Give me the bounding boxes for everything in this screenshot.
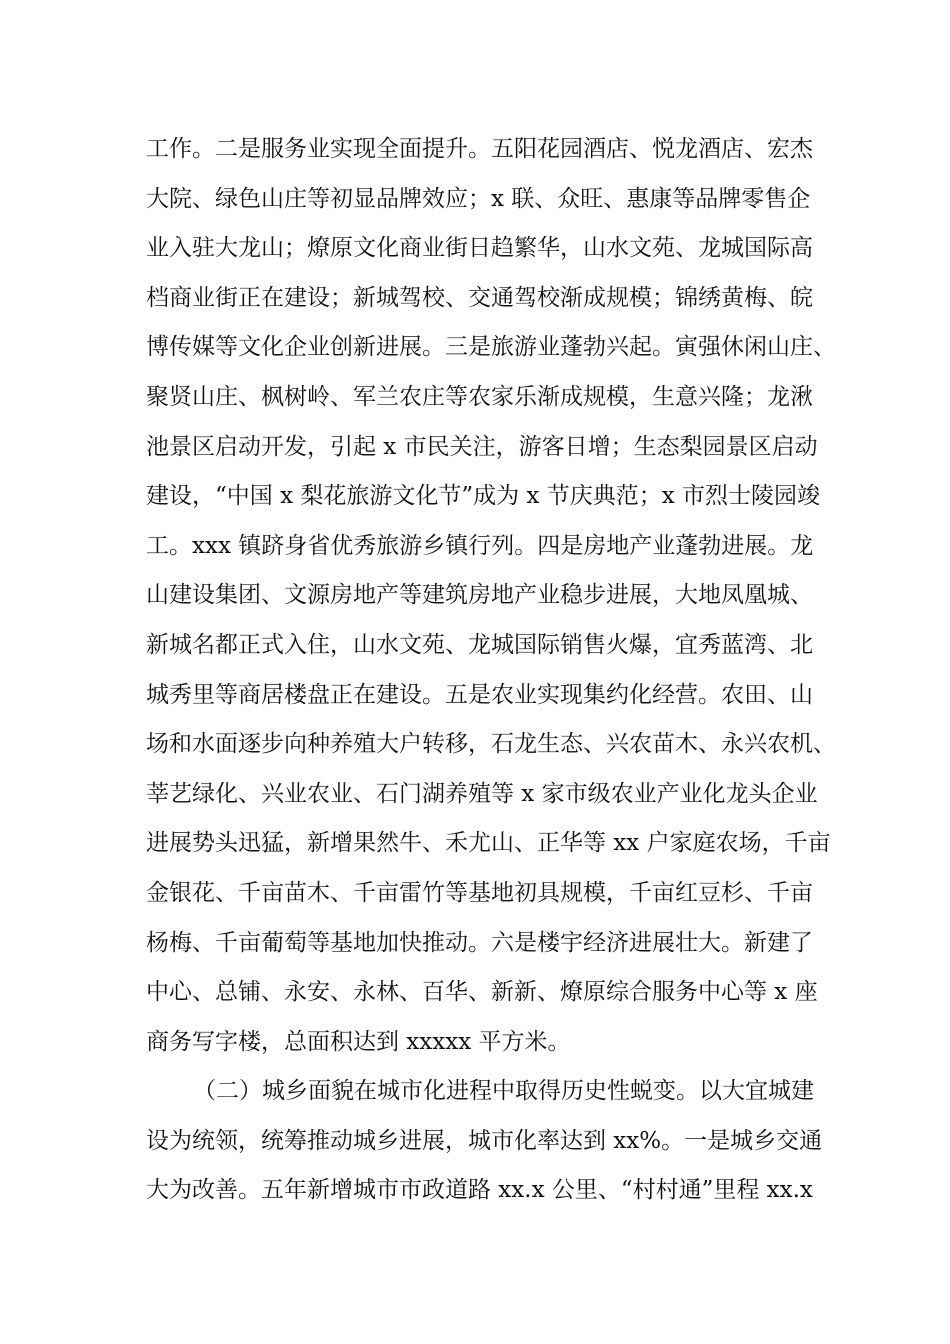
text-line: 中心、总铺、永安、永林、百华、新新、燎原综合服务中心等 x 座 bbox=[146, 979, 818, 1006]
text-line: 工。xxx 镇跻身省优秀旅游乡镇行列。四是房地产业蓬勃进展。龙 bbox=[146, 532, 814, 559]
text-line: 商务写字楼，总面积达到 xxxxx 平方米。 bbox=[146, 1028, 571, 1055]
text-line: 大为改善。五年新增城市市政道路 xx.x 公里、“村村通”里程 xx.x bbox=[146, 1177, 813, 1204]
text-line: 聚贤山庄、枫树岭、军兰农庄等农家乐渐成规模，生意兴隆；龙湫 bbox=[146, 383, 813, 410]
text-line: 进展势头迅猛，新增果然牛、禾尤山、正华等 xx 户家庭农场，千亩 bbox=[146, 830, 831, 857]
text-line: 杨梅、千亩葡萄等基地加快推动。六是楼宇经济进展壮大。新建了 bbox=[146, 929, 813, 956]
text-line: 博传媒等文化企业创新进展。三是旅游业蓬勃兴起。寅强休闲山庄、 bbox=[146, 334, 836, 361]
text-line: 新城名都正式入住，山水文苑、龙城国际销售火爆，宜秀蓝湾、北 bbox=[146, 631, 813, 658]
text-line: 池景区启动开发，引起 x 市民关注，游客日增；生态梨园景区启动 bbox=[146, 433, 818, 460]
text-line: 工作。二是服务业实现全面提升。五阳花园酒店、悦龙酒店、宏杰 bbox=[146, 136, 813, 162]
text-line: 设为统领，统筹推动城乡进展，城市化率达到 xx%。一是城乡交通 bbox=[146, 1127, 823, 1154]
text-line: 建设，“中国 x 梨花旅游文化节”成为 x 节庆典范；x 市烈士陵园竣 bbox=[146, 483, 820, 510]
text-line: 大院、绿色山庄等初显品牌效应；x 联、众旺、惠康等品牌零售企 bbox=[146, 185, 811, 212]
text-line: 档商业街正在建设；新城驾校、交通驾校渐成规模；锦绣黄梅、皖 bbox=[146, 284, 813, 311]
text-line: 山建设集团、文源房地产等建筑房地产业稳步进展，大地凤凰城、 bbox=[146, 582, 813, 609]
text-line: 城秀里等商居楼盘正在建设。五是农业实现集约化经营。农田、山 bbox=[146, 681, 813, 708]
text-line: 金银花、千亩苗木、千亩雷竹等基地初具规模，千亩红豆杉、千亩 bbox=[146, 879, 813, 906]
text-line: 业入驻大龙山；燎原文化商业街日趋繁华，山水文苑、龙城国际高 bbox=[146, 235, 813, 262]
text-line: 场和水面逐步向种养殖大户转移，石龙生态、兴农苗木、永兴农机、 bbox=[146, 731, 836, 758]
body-text bbox=[146, 125, 846, 1216]
text-line: 莘艺绿化、兴业农业、石门湖养殖等 x 家市级农业产业化龙头企业 bbox=[146, 780, 818, 807]
section-heading-line: （二）城乡面貌在城市化进程中取得历史性蜕变。以大宜城建 bbox=[193, 1078, 814, 1105]
